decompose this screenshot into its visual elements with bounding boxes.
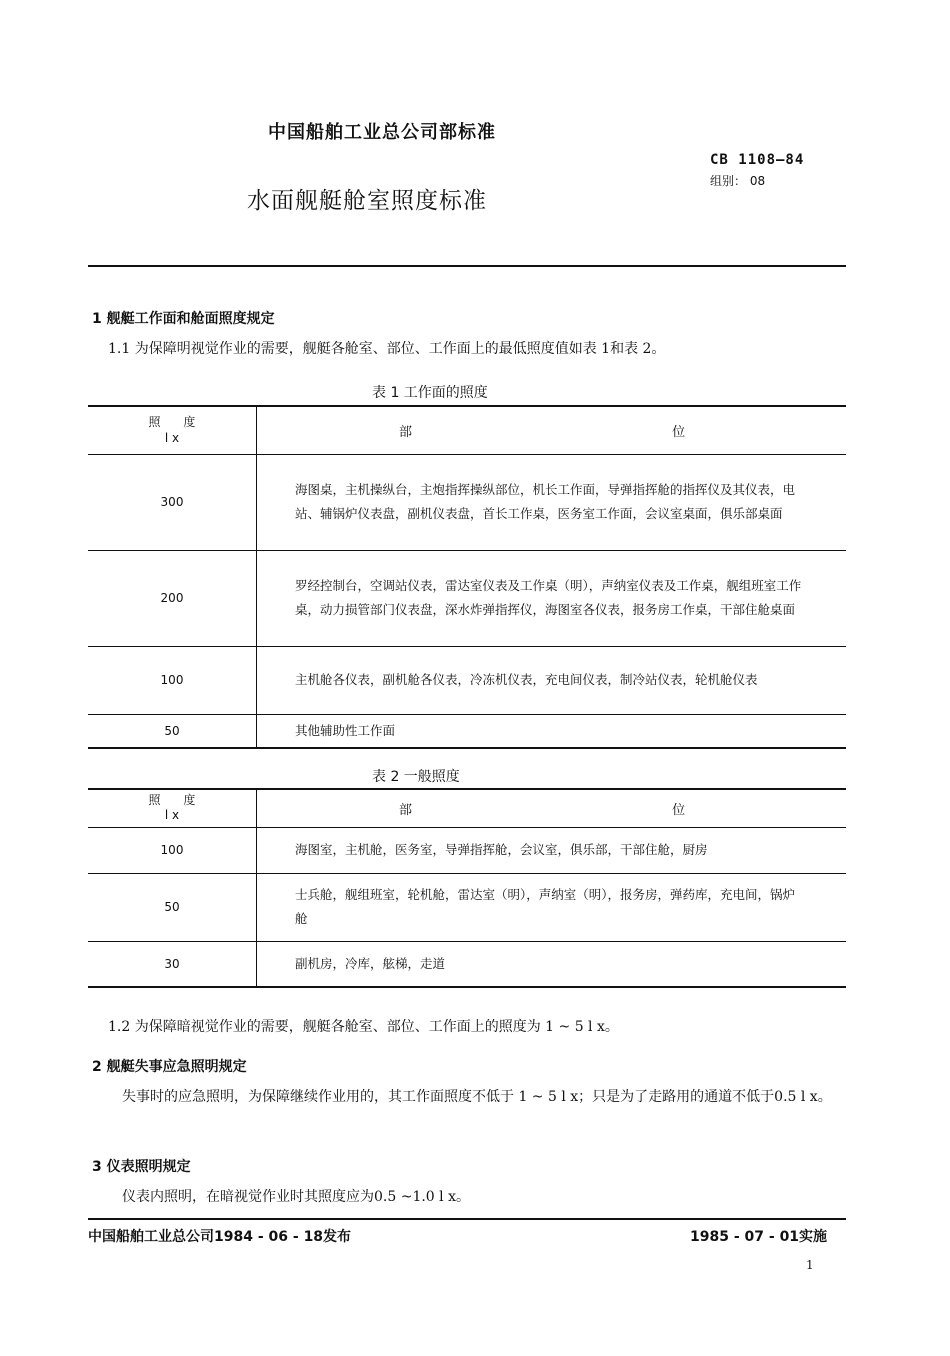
location-header bbox=[257, 789, 847, 827]
header-pos: 位 bbox=[672, 424, 686, 440]
table-2 bbox=[88, 788, 846, 988]
table-header-row bbox=[88, 406, 846, 454]
location-text: 海图室，主机舱，医务室，导弹指挥舱，会议室，俱乐部，干部住舱，厨房 bbox=[257, 827, 847, 873]
illuminance-value: 30 bbox=[88, 941, 257, 987]
header-rule bbox=[88, 265, 846, 267]
issuing-organization: 中国船舶工业总公司部标准 bbox=[268, 122, 496, 143]
illuminance-label: 照 度 bbox=[148, 415, 196, 430]
effective-date: 1985 - 07 - 01实施 bbox=[690, 1229, 828, 1245]
section-2-heading: 2 舰艇失事应急照明规定 bbox=[92, 1059, 247, 1075]
illuminance-header bbox=[88, 406, 257, 454]
standard-code: CB 1108—84 bbox=[710, 152, 805, 168]
location-text: 海图桌，主机操纵台，主炮指挥操纵部位，机长工作面，导弹指挥舱的指挥仪及其仪表，电站、辅锅炉仪表盘，副机仪表盘，首长工作桌，医务室工作面，会议室桌面，俱乐部桌面 bbox=[257, 454, 847, 550]
table-row bbox=[88, 941, 846, 987]
location-text: 副机房，冷库，舷梯，走道 bbox=[257, 941, 847, 987]
paragraph-1-2: 1.2 为保障暗视觉作业的需要，舰艇各舱室、部位、工作面上的照度为 1 ~ 5 l x。 bbox=[108, 1019, 619, 1035]
table-row bbox=[88, 550, 846, 646]
illuminance-header bbox=[88, 789, 257, 827]
table-row bbox=[88, 646, 846, 714]
issue-date: 中国船舶工业总公司1984 - 06 - 18发布 bbox=[88, 1229, 352, 1245]
table-row bbox=[88, 827, 846, 873]
location-header bbox=[257, 406, 847, 454]
header-pos: 位 bbox=[672, 802, 686, 818]
location-text: 其他辅助性工作面 bbox=[257, 714, 847, 748]
illuminance-value: 200 bbox=[88, 550, 257, 646]
section-3-heading: 3 仪表照明规定 bbox=[92, 1159, 191, 1175]
header-part: 部 bbox=[399, 802, 413, 818]
table-row bbox=[88, 454, 846, 550]
page-number: 1 bbox=[806, 1258, 814, 1272]
table-1-caption: 表 1 工作面的照度 bbox=[372, 385, 488, 401]
group-number: 组别： 08 bbox=[710, 174, 766, 188]
table-row bbox=[88, 873, 846, 941]
location-text: 士兵舱，舰组班室，轮机舱，雷达室（明），声纳室（明），报务房，弹药库，充电间，锅炉舱 bbox=[257, 873, 847, 941]
document-title: 水面舰艇舱室照度标准 bbox=[247, 188, 487, 214]
illuminance-value: 50 bbox=[88, 873, 257, 941]
unit-label: l x bbox=[164, 431, 180, 446]
table-row bbox=[88, 714, 846, 748]
table-1 bbox=[88, 405, 846, 749]
illuminance-value: 100 bbox=[88, 827, 257, 873]
table-2-caption: 表 2 一般照度 bbox=[372, 769, 460, 785]
illuminance-value: 100 bbox=[88, 646, 257, 714]
location-text: 主机舱各仪表，副机舱各仪表，冷冻机仪表，充电间仪表，制冷站仪表，轮机舱仪表 bbox=[257, 646, 847, 714]
illuminance-label: 照 度 bbox=[148, 793, 196, 808]
illuminance-value: 50 bbox=[88, 714, 257, 748]
section-1-heading: 1 舰艇工作面和舱面照度规定 bbox=[92, 311, 275, 327]
footer-rule bbox=[88, 1218, 846, 1220]
paragraph-1-1: 1.1 为保障明视觉作业的需要，舰艇各舱室、部位、工作面上的最低照度值如表 1和表 2。 bbox=[108, 341, 666, 357]
section-3-text: 仪表内照明，在暗视觉作业时其照度应为0.5 ~1.0 l x。 bbox=[122, 1189, 470, 1205]
section-2-text: 失事时的应急照明，为保障继续作业用的，其工作面照度不低于 1 ~ 5 l x；只是为了走路用的通道不低于0.5 l x。 bbox=[122, 1089, 832, 1105]
table-header-row bbox=[88, 789, 846, 827]
unit-label: l x bbox=[164, 808, 180, 823]
location-text: 罗经控制台，空调站仪表，雷达室仪表及工作桌（明），声纳室仪表及工作桌，舰组班室工作桌，动力损管部门仪表盘，深水炸弹指挥仪，海图室各仪表，报务房工作桌，干部住舱桌面 bbox=[257, 550, 847, 646]
header-part: 部 bbox=[399, 424, 413, 440]
illuminance-value: 300 bbox=[88, 454, 257, 550]
